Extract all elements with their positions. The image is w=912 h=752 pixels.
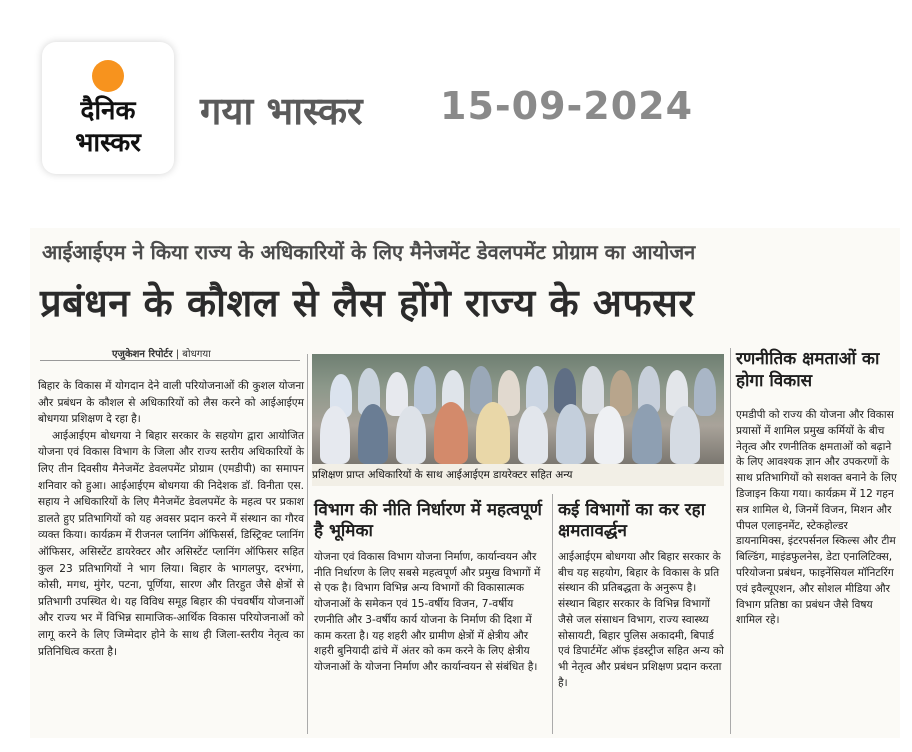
group-photo — [312, 354, 724, 464]
byline-reporter: एजुकेशन रिपोर्टर — [112, 349, 173, 360]
edition-date: 15-09-2024 — [440, 84, 694, 128]
photo-caption: प्रशिक्षण प्राप्त अधिकारियों के साथ आईआईएम डायरेक्टर सहित अन्य — [312, 464, 724, 486]
section2-text: योजना एवं विकास विभाग योजना निर्माण, कार्यान्वयन और नीति निर्धारण के लिए सबसे महत्वपूर्ण और प्रमुख विभागों में से एक है। विभाग विभिन्न अन्य विभागों की विकासात्मक योजनाओं के समेकन एवं 15-वर्षीय विजन, 7-वर्षीय रणनीति और 3-वर्षीय कार्य योजना के निर्माण की दिशा में काम करता है। यह शहरी और ग्रामीण क्षेत्रों में क्षेत्रीय और शहरी बुनियादी ढांचे में अंतर को कम करने के लिए क्षेत्रीय योजनाओं के योजना निर्माण और कार्यान्वयन से संबंधित है। — [314, 551, 541, 673]
sun-icon — [92, 60, 124, 92]
section4-subhead: रणनीतिक क्षमताओं का होगा विकास — [736, 349, 880, 391]
section3-subhead: कई विभागों का कर रहा क्षमतावर्द्धन — [558, 500, 706, 541]
main-headline: प्रबंधन के कौशल से लैस होंगे राज्य के अफसर — [40, 281, 695, 325]
section3-text: आईआईएम बोधगया और बिहार सरकार के बीच यह सहयोग, बिहार के विकास के प्रति संस्थान की प्रतिबद्धता के अनुरूप है। संस्थान बिहार सरकार के विभिन्न विभागों जैसे जल संसाधन विभाग, राज्य स्वास्थ्य सोसायटी, बिहार पुलिस अकादमी, बिपार्ड एवं डिपार्टमेंट ऑफ इंडस्ट्रीज सहित अन्य को भी नेतृत्व और प्रबंधन प्रशिक्षण प्रदान करता है। — [558, 551, 724, 689]
news-clipping — [30, 228, 900, 738]
column-main-text — [38, 378, 304, 660]
lead-paragraph: बिहार के विकास में योगदान देने वाली परियोजनाओं की कुशल योजना और प्रबंधन के कौशल से अधिकारियों को लैस करने को आईआईएम बोधगया प्रशिक्षण दे रहा है। — [38, 380, 304, 426]
kicker-headline: आईआईएम ने किया राज्य के अधिकारियों के लिए मैनेजमेंट डेवलपमेंट प्रोग्राम का आयोजन — [42, 240, 696, 264]
column-divider-2 — [552, 494, 553, 734]
section2-subhead: विभाग की नीति निर्धारण में महत्वपूर्ण है भूमिका — [314, 500, 542, 541]
section4-text: एमडीपी को राज्य की योजना और विकास प्रयासों में शामिल प्रमुख कर्मियों के बीच नेतृत्व और रणनीतिक क्षमताओं को बढ़ाने के लिए आवश्यक ज्ञान और उपकरणों के साथ प्रतिभागियों को सशक्त बनाने के लिए डिजाइन किया गया। कार्यक्रम में 12 गहन सत्र शामिल थे, जिनमें विजन, मिशन और पीपल एलाइनमेंट, स्टेकहोल्डर डायनामिक्स, इंटरपर्सनल स्किल्स और टीम बिल्डिंग, माइंडफुलनेस, डेटा एनालिटिक्स, परियोजना प्रबंधन, फाइनेंसियल मॉनिटरिंग एवं इवैल्यूएशन, और सोशल मीडिया और विभाग प्रतिष्ठा का प्रबंधन जैसे विषय शामिल रहे। — [736, 409, 897, 627]
byline: एजुकेशन रिपोर्टर | बोधगया — [112, 349, 211, 360]
byline-rule — [40, 360, 300, 361]
logo-line-1: दैनिक — [80, 96, 136, 126]
column-divider-3 — [730, 348, 731, 734]
dainik-bhaskar-logo — [42, 42, 174, 174]
logo-line-2: भास्कर — [75, 128, 141, 158]
body-paragraph: आईआईएम बोधगया ने बिहार सरकार के सहयोग द्वारा आयोजित योजना एवं विकास विभाग के जिला और राज्य स्तरीय अधिकारियों के लिए तीन दिवसीय मैनेजमेंट डेवलपमेंट प्रोग्राम (एमडीपी) का समापन शनिवार को हुआ। आईआईएम बोधगया की निदेशक डॉ. विनीता एस. सहाय ने अधिकारियों के लिए मैनेजमेंट डेवलपमेंट के महत्व पर प्रकाश डालते हुए प्रतिभागियों को यह अवसर प्रदान करने में संस्थान का गौरव व्यक्त किया। कार्यक्रम में रीजनल प्लानिंग ऑफिसर्स, डिस्ट्रिक्ट प्लानिंग ऑफिसर, असिस्टेंट डायरेक्टर और असिस्टेंट प्लानिंग ऑफिसर सहित कुल 23 प्रतिभागियों ने भाग लिया। बिहार के भागलपुर, दरभंगा, कोसी, मगध, मुंगेर, पटना, पूर्णिया, सारण और तिरहुत जैसे क्षेत्रों से प्रतिभागी उपस्थित थे। यह विविध समूह बिहार की पंचवर्षीय योजनाओं और राज्य भर में विभिन्न सामाजिक-आर्थिक विकास परियोजनाओं को लागू करने के लिए जिम्मेदार होने के साथ ही जिला-स्तरीय नेतृत्व का प्रतिनिधित्व करता है। — [38, 429, 304, 658]
byline-place: बोधगया — [182, 349, 211, 360]
column-divider — [307, 354, 308, 734]
paper-name: गया भास्कर — [200, 89, 363, 133]
